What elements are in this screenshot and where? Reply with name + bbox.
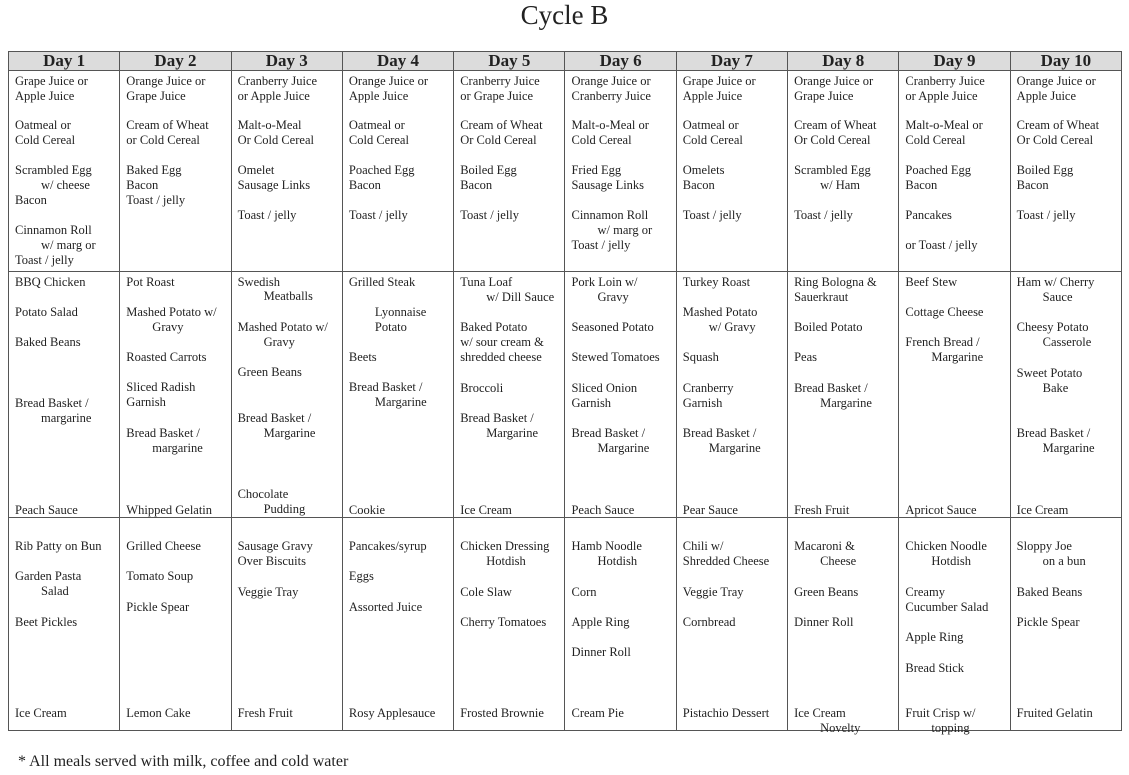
day-header: Day 4 [342, 52, 453, 71]
menu-item: Fried Egg [571, 163, 622, 177]
menu-item: Cherry Tomatoes [460, 615, 547, 629]
menu-item: Corn [571, 585, 597, 599]
menu-item: Margarine [374, 395, 427, 409]
menu-cell-content [677, 71, 787, 271]
menu-table [8, 51, 1122, 735]
menu-item: Garden Pasta [15, 569, 82, 583]
menu-item: Squash [682, 350, 719, 364]
breakfast-cell [454, 71, 565, 272]
menu-cell-content [9, 272, 119, 517]
menu-cell-content [788, 71, 898, 271]
menu-item: Novelty [820, 721, 861, 735]
menu-item: Malt-o-Meal or [905, 118, 983, 132]
menu-item: Cucumber Salad [905, 600, 989, 614]
lunch-cell [788, 272, 899, 518]
menu-item: Ring Bologna & [794, 275, 877, 289]
menu-item: Bacon [1016, 178, 1049, 192]
menu-item: Baked Potato [460, 320, 528, 334]
menu-item: on a bun [1042, 554, 1086, 568]
menu-cell-content [565, 272, 675, 517]
supper-cell [565, 518, 676, 731]
menu-item: Bread Basket / [348, 380, 423, 394]
breakfast-cell [231, 71, 342, 272]
menu-item: margarine [152, 441, 203, 455]
menu-item: Bread Stick [905, 661, 965, 675]
footnote: * All meals served with milk, coffee and cold water [18, 753, 349, 770]
menu-item: Cornbread [682, 615, 736, 629]
menu-item: Tuna Loaf [460, 275, 513, 289]
menu-cell-content [565, 518, 675, 730]
menu-item: or Grape Juice [460, 89, 534, 103]
menu-item: Grape Juice [126, 89, 186, 103]
lunch-cell [120, 272, 231, 518]
menu-item: w/ Gravy [708, 320, 756, 334]
menu-item: Margarine [931, 350, 984, 364]
day-header: Day 2 [120, 52, 231, 71]
menu-item: Garnish [126, 395, 166, 409]
menu-item: Bread Basket / [571, 426, 646, 440]
lunch-cell [454, 272, 565, 518]
supper-cell [899, 518, 1010, 735]
menu-item: margarine [41, 411, 92, 425]
menu-item: Toast / jelly [348, 208, 408, 222]
menu-item: Ice Cream [794, 706, 846, 720]
lunch-cell [342, 272, 453, 518]
menu-item: Shredded Cheese [682, 554, 770, 568]
menu-item: Cinnamon Roll [571, 208, 649, 222]
menu-item: w/ Dill Sauce [486, 290, 555, 304]
menu-cell-content [232, 518, 342, 730]
menu-item: Dinner Roll [794, 615, 854, 629]
menu-item: Casserole [1042, 335, 1092, 349]
day-header: Day 8 [788, 52, 899, 71]
menu-item: Margarine [820, 396, 872, 410]
menu-item: Toast / jelly [237, 208, 297, 222]
menu-item: Mashed Potato [682, 305, 758, 319]
menu-item: Omelet [237, 163, 275, 177]
menu-item: Turkey Roast [682, 275, 751, 289]
lunch-cell [565, 272, 676, 518]
menu-item: Boiled Egg [1016, 163, 1074, 177]
menu-cell-content [120, 518, 230, 730]
breakfast-cell [9, 71, 120, 272]
menu-item: Cranberry Juice [571, 89, 651, 103]
menu-item: Orange Juice or [348, 74, 429, 88]
menu-item: Margarine [708, 441, 761, 455]
menu-item: Bacon [682, 178, 715, 192]
menu-item: Dinner Roll [571, 645, 631, 659]
menu-item: Meatballs [263, 289, 313, 303]
menu-item: w/ marg or [597, 223, 653, 237]
menu-item: Apple Juice [1016, 89, 1077, 103]
menu-item: Cold Cereal [905, 133, 966, 147]
menu-item: Apple Juice [682, 89, 743, 103]
menu-item: Gravy [152, 320, 184, 334]
lunch-cell [231, 272, 342, 518]
menu-item: Margarine [263, 426, 316, 440]
menu-item: Beef Stew [905, 275, 958, 289]
menu-item: shredded cheese [460, 350, 542, 364]
menu-cell-content [9, 71, 119, 271]
menu-item: Boiled Potato [794, 320, 863, 334]
menu-item: Cranberry Juice [237, 74, 318, 88]
menu-item: Roasted Carrots [126, 350, 207, 364]
menu-item: Omelets [682, 163, 725, 177]
menu-item: Toast / jelly [460, 208, 520, 222]
menu-item: Toast / jelly [126, 193, 186, 207]
menu-item: Baked Beans [1016, 585, 1083, 599]
menu-item: Assorted Juice [348, 600, 423, 614]
menu-item: Or Cold Cereal [237, 133, 314, 147]
menu-item: Pudding [263, 502, 306, 516]
menu-item: Cream Pie [571, 706, 624, 720]
menu-item: Cold Cereal [682, 133, 743, 147]
menu-item: Toast / jelly [682, 208, 742, 222]
menu-item: Toast / jelly [15, 253, 74, 267]
menu-item: w/ cheese [41, 178, 90, 192]
menu-cell-content [677, 272, 787, 517]
menu-item: Pickle Spear [126, 600, 190, 614]
menu-item: Bake [1042, 381, 1069, 395]
menu-item: Cottage Cheese [905, 305, 984, 319]
menu-item: Apple Ring [571, 615, 630, 629]
menu-item: Cranberry Juice [460, 74, 540, 88]
menu-item: Sweet Potato [1016, 366, 1083, 380]
menu-cell-content [120, 71, 230, 271]
menu-item: Macaroni & [794, 539, 855, 553]
menu-item: Margarine [1042, 441, 1095, 455]
menu-item: Cream of Wheat [460, 118, 543, 132]
menu-item: Grape Juice or [682, 74, 756, 88]
menu-item: Ice Cream [1016, 503, 1069, 517]
menu-item: Bread Basket / [15, 396, 89, 410]
menu-item: Bacon [348, 178, 381, 192]
menu-item: Oatmeal or [682, 118, 739, 132]
menu-item: Ham w/ Cherry [1016, 275, 1095, 289]
menu-item: Potato Salad [15, 305, 78, 319]
menu-item: Apple Juice [348, 89, 409, 103]
menu-cell-content [343, 272, 453, 517]
menu-item: Seasoned Potato [571, 320, 654, 334]
menu-item: Over Biscuits [237, 554, 306, 568]
menu-item: Cole Slaw [460, 585, 512, 599]
menu-item: Stewed Tomatoes [571, 350, 660, 364]
menu-item: Fruit Crisp w/ [905, 706, 976, 720]
menu-item: Poached Egg [905, 163, 971, 177]
menu-item: Orange Juice or [1016, 74, 1096, 88]
menu-item: Oatmeal or [348, 118, 405, 132]
day-header: Day 1 [9, 52, 120, 71]
menu-item: Cream of Wheat [794, 118, 877, 132]
lunch-cell [9, 272, 120, 518]
menu-item: Rosy Applesauce [348, 706, 436, 720]
menu-item: Sauerkraut [794, 290, 849, 304]
menu-item: Frosted Brownie [460, 706, 544, 720]
menu-item: Ice Cream [460, 503, 512, 517]
menu-item: Cold Cereal [348, 133, 409, 147]
menu-item: Lyonnaise [374, 305, 427, 319]
supper-cell [454, 518, 565, 731]
menu-item: or Apple Juice [237, 89, 310, 103]
menu-item: Grape Juice or [15, 74, 88, 88]
menu-item: Orange Juice or [571, 74, 651, 88]
breakfast-cell [899, 71, 1010, 272]
menu-item: Bacon [460, 178, 493, 192]
menu-item: Cheese [820, 554, 857, 568]
menu-item: Garnish [682, 396, 723, 410]
day-header: Day 10 [1010, 52, 1121, 71]
breakfast-cell [565, 71, 676, 272]
menu-item: or Apple Juice [905, 89, 978, 103]
menu-item: w/ Ham [820, 178, 861, 192]
menu-cell-content [1011, 272, 1121, 517]
menu-item: Beet Pickles [15, 615, 78, 629]
menu-item: Gravy [263, 335, 295, 349]
menu-item: BBQ Chicken [15, 275, 86, 289]
menu-item: Sliced Onion [571, 381, 638, 395]
menu-item: Bread Basket / [682, 426, 757, 440]
menu-item: Sausage Gravy [237, 539, 313, 553]
menu-item: or Toast / jelly [905, 238, 978, 252]
menu-item: Green Beans [794, 585, 859, 599]
menu-item: Whipped Gelatin [126, 503, 213, 517]
menu-item: Peach Sauce [571, 503, 635, 517]
menu-item: Cranberry [682, 381, 734, 395]
menu-cell-content [1011, 71, 1121, 271]
page-title: Cycle B [520, 0, 609, 30]
menu-item: Poached Egg [348, 163, 415, 177]
menu-item: Cranberry Juice [905, 74, 985, 88]
menu-cell-content [899, 518, 1009, 735]
menu-item: Mashed Potato w/ [237, 320, 328, 334]
menu-item: Peach Sauce [15, 503, 78, 517]
menu-item: Grilled Steak [348, 275, 416, 289]
menu-item: Fruited Gelatin [1016, 706, 1093, 720]
menu-item: Toast / jelly [794, 208, 853, 222]
menu-item: Tomato Soup [126, 569, 194, 583]
menu-item: topping [931, 721, 970, 735]
menu-item: Apple Ring [905, 630, 964, 644]
menu-cell-content [677, 518, 787, 730]
menu-item: Veggie Tray [237, 585, 299, 599]
menu-item: Bread Basket / [794, 381, 868, 395]
menu-item: Grape Juice [794, 89, 854, 103]
lunch-row [9, 272, 1122, 518]
menu-cell-content [454, 71, 564, 271]
menu-item: Orange Juice or [794, 74, 874, 88]
menu-cell-content [788, 518, 898, 735]
menu-item: Chicken Noodle [905, 539, 987, 553]
menu-item: Potato [374, 320, 407, 334]
menu-item: Sloppy Joe [1016, 539, 1072, 553]
menu-item: Malt-o-Meal or [571, 118, 649, 132]
lunch-cell [899, 272, 1010, 518]
menu-item: Ice Cream [15, 706, 67, 720]
menu-item: Salad [41, 584, 69, 598]
menu-cell-content [232, 272, 342, 517]
supper-cell [9, 518, 120, 731]
menu-item: Hotdish [597, 554, 638, 568]
menu-item: Cheesy Potato [1016, 320, 1089, 334]
menu-item: Pancakes/syrup [348, 539, 427, 553]
menu-item: Grilled Cheese [126, 539, 201, 553]
menu-item: Baked Beans [15, 335, 81, 349]
menu-item: Or Cold Cereal [794, 133, 871, 147]
supper-cell [120, 518, 231, 731]
menu-cell-content [454, 272, 564, 517]
menu-item: Cold Cereal [571, 133, 632, 147]
menu-item: Margarine [486, 426, 539, 440]
lunch-cell [676, 272, 787, 518]
menu-cell-content [120, 272, 230, 517]
menu-item: Eggs [348, 569, 374, 583]
menu-item: Toast / jelly [1016, 208, 1076, 222]
menu-item: Oatmeal or [15, 118, 71, 132]
menu-item: Scrambled Egg [794, 163, 871, 177]
day-header: Day 9 [899, 52, 1010, 71]
menu-item: or Cold Cereal [126, 133, 200, 147]
menu-item: Margarine [597, 441, 650, 455]
menu-item: w/ sour cream & [460, 335, 544, 349]
menu-item: Cream of Wheat [1016, 118, 1100, 132]
supper-cell [342, 518, 453, 731]
breakfast-cell [788, 71, 899, 272]
supper-cell [1010, 518, 1121, 731]
menu-cell-content [454, 518, 564, 730]
menu-item: Pistachio Dessert [682, 706, 770, 720]
menu-item: Apple Juice [15, 89, 75, 103]
day-header: Day 7 [676, 52, 787, 71]
menu-item: Mashed Potato w/ [126, 305, 217, 319]
menu-cell-content [232, 71, 342, 271]
menu-item: Hotdish [931, 554, 971, 568]
menu-item: Swedish [237, 275, 280, 289]
menu-cell-content [899, 71, 1009, 271]
menu-item: Or Cold Cereal [1016, 133, 1094, 147]
menu-item: Bread Basket / [1016, 426, 1091, 440]
menu-item: Hamb Noodle [571, 539, 642, 553]
menu-cell-content [343, 518, 453, 730]
menu-item: Garnish [571, 396, 612, 410]
menu-item: Scrambled Egg [15, 163, 92, 177]
menu-item: Chocolate [237, 487, 289, 501]
menu-item: Chili w/ [682, 539, 724, 553]
lunch-cell [1010, 272, 1121, 518]
menu-item: Pickle Spear [1016, 615, 1080, 629]
menu-item: Cookie [348, 503, 385, 517]
menu-item: Or Cold Cereal [460, 133, 537, 147]
menu-item: Cinnamon Roll [15, 223, 92, 237]
day-header-row [9, 52, 1122, 71]
menu-cell-content [343, 71, 453, 271]
menu-item: Boiled Egg [460, 163, 517, 177]
menu-cell-content [899, 272, 1009, 517]
menu-item: Pork Loin w/ [571, 275, 638, 289]
day-header: Day 6 [565, 52, 676, 71]
menu-item: Apricot Sauce [905, 503, 977, 517]
menu-item: Lemon Cake [126, 706, 191, 720]
menu-item: Gravy [597, 290, 629, 304]
supper-cell [788, 518, 899, 735]
menu-item: Malt-o-Meal [237, 118, 302, 132]
menu-item: w/ marg or [41, 238, 96, 252]
menu-item: Bread Basket / [460, 411, 534, 425]
menu-item: Sausage Links [237, 178, 311, 192]
menu-item: Pear Sauce [682, 503, 738, 517]
menu-item: Bacon [126, 178, 159, 192]
menu-item: Fresh Fruit [237, 706, 293, 720]
menu-cell-content [788, 272, 898, 517]
day-header: Day 3 [231, 52, 342, 71]
menu-item: Baked Egg [126, 163, 182, 177]
breakfast-cell [342, 71, 453, 272]
menu-item: Fresh Fruit [794, 503, 850, 517]
menu-item: Sliced Radish [126, 380, 196, 394]
supper-cell [231, 518, 342, 731]
menu-item: Bacon [15, 193, 47, 207]
breakfast-cell [676, 71, 787, 272]
menu-item: Broccoli [460, 381, 504, 395]
menu-item: Orange Juice or [126, 74, 206, 88]
menu-item: Creamy [905, 585, 945, 599]
menu-item: Toast / jelly [571, 238, 631, 252]
supper-row [9, 518, 1122, 731]
breakfast-row [9, 71, 1122, 272]
menu-item: Hotdish [486, 554, 526, 568]
supper-cell [676, 518, 787, 731]
menu-item: Veggie Tray [682, 585, 744, 599]
menu-item: Sausage Links [571, 178, 645, 192]
day-header: Day 5 [454, 52, 565, 71]
menu-item: French Bread / [905, 335, 980, 349]
menu-cell-content [565, 71, 675, 271]
breakfast-cell [1010, 71, 1121, 272]
menu-cell-content [9, 518, 119, 730]
menu-item: Cold Cereal [15, 133, 76, 147]
menu-item: Peas [794, 350, 817, 364]
breakfast-cell [120, 71, 231, 272]
menu-item: Pot Roast [126, 275, 175, 289]
menu-item: Bread Basket / [126, 426, 200, 440]
menu-cell-content [1011, 518, 1121, 730]
menu-item: Pancakes [905, 208, 952, 222]
menu-item: Bread Basket / [237, 411, 312, 425]
menu-item: Beets [348, 350, 377, 364]
menu-item: Chicken Dressing [460, 539, 550, 553]
menu-item: Green Beans [237, 365, 302, 379]
menu-item: Rib Patty on Bun [15, 539, 102, 553]
menu-item: Cream of Wheat [126, 118, 209, 132]
menu-item: Sauce [1042, 290, 1073, 304]
menu-item: Bacon [905, 178, 938, 192]
